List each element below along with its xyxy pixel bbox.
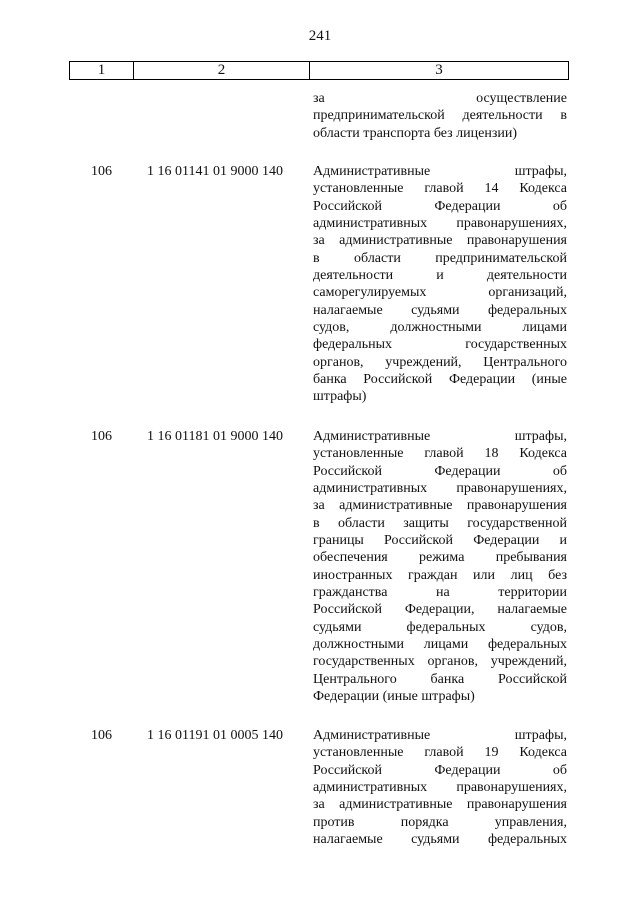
row-kbk-code: 1 16 01141 01 9000 140 <box>147 164 283 179</box>
header-column-1: 1 <box>70 62 134 79</box>
continuation-text <box>313 90 567 142</box>
text-line: Административные штрафы, <box>313 429 567 444</box>
text-line: установленные главой 14 Кодекса <box>313 181 567 197</box>
text-line: штрафы) <box>313 389 367 405</box>
header-column-2: 2 <box>134 62 310 79</box>
text-line: предпринимательской деятельности в <box>313 108 567 124</box>
text-line: Центрального банка Российской <box>313 671 567 687</box>
text-line: обеспечения режима пребывания <box>313 550 567 566</box>
text-line: административных правонарушениях, <box>313 216 567 232</box>
page-number: 241 <box>308 28 332 44</box>
text-line: Административные штрафы, <box>313 164 567 179</box>
text-line: административных правонарушениях, <box>313 780 567 796</box>
text-line: установленные главой 19 Кодекса <box>313 745 567 761</box>
text-line: Российской Федерации об <box>313 463 567 479</box>
row-description <box>313 428 567 706</box>
text-line: судов, должностными лицами <box>313 320 567 336</box>
row-description <box>313 163 567 406</box>
text-line: границы Российской Федерации и <box>313 533 567 549</box>
text-line: за административные правонарушения <box>313 498 567 514</box>
text-line: саморегулируемых организаций, <box>313 285 567 301</box>
text-line: установленные главой 18 Кодекса <box>313 446 567 462</box>
row-kbk-code: 1 16 01191 01 0005 140 <box>147 728 283 743</box>
text-line: в области защиты государственной <box>313 515 567 531</box>
text-line: государственных органов, учреждений, <box>313 654 567 670</box>
text-line: против порядка управления, <box>313 814 567 830</box>
text-line: области транспорта без лицензии) <box>313 125 518 141</box>
text-line: в области предпринимательской <box>313 250 567 266</box>
text-line: за осуществление <box>313 91 567 106</box>
text-line: за административные правонарушения <box>313 233 567 249</box>
text-line: банка Российской Федерации (иные <box>313 372 567 388</box>
text-line: Российской Федерации, налагаемые <box>313 602 567 618</box>
text-line: судьями федеральных судов, <box>313 619 567 635</box>
text-line: деятельности и деятельности <box>313 268 567 284</box>
text-line: органов, учреждений, Центрального <box>313 354 567 370</box>
text-line: федеральных государственных <box>313 337 567 353</box>
text-line: гражданства на территории <box>313 585 567 601</box>
text-line: Федерации (иные штрафы) <box>313 689 475 705</box>
row-description <box>313 727 567 848</box>
row-code: 106 <box>91 164 112 179</box>
row-code: 106 <box>91 728 112 743</box>
text-line: налагаемые судьями федеральных <box>313 302 567 318</box>
text-line: Административные штрафы, <box>313 728 567 743</box>
text-line: Российской Федерации об <box>313 198 567 214</box>
text-line: за административные правонарушения <box>313 797 567 813</box>
text-line: иностранных граждан или лиц без <box>313 567 567 583</box>
table-header-row <box>69 61 569 80</box>
text-line: должностными лицами федеральных <box>313 637 567 653</box>
header-column-3: 3 <box>435 62 443 78</box>
row-kbk-code: 1 16 01181 01 9000 140 <box>147 429 283 444</box>
row-code: 106 <box>91 429 112 444</box>
text-line: Российской Федерации об <box>313 762 567 778</box>
text-line: административных правонарушениях, <box>313 481 567 497</box>
text-line: налагаемые судьями федеральных <box>313 832 567 848</box>
